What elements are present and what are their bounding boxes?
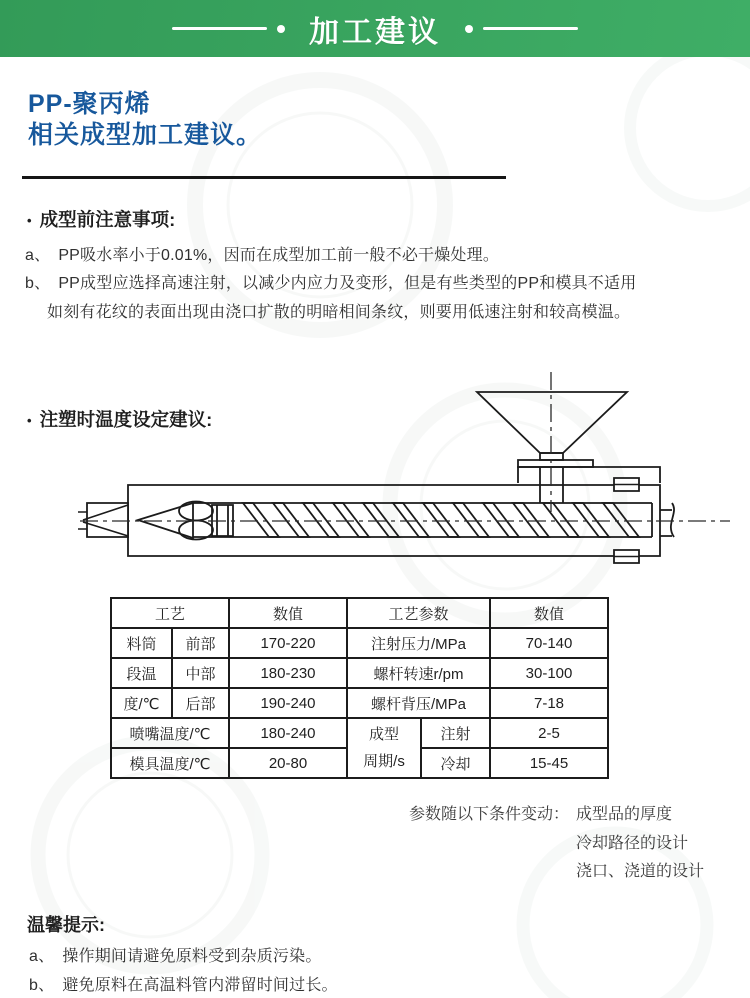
cell-nozzle-temp-value: 180-240 [229, 718, 347, 748]
conditions-intro: 参数随以下条件变动： [409, 806, 570, 823]
hopper-base-plate [518, 460, 593, 467]
doc-title-line2: 相关成型加工建议。 [28, 121, 263, 149]
table-row-middle [111, 658, 608, 688]
table-header-value-left: 数值 [229, 598, 347, 628]
cell-zone-middle: 中部 [172, 658, 229, 688]
banner-right-line [483, 27, 578, 30]
table-row-rear [111, 688, 608, 718]
condition-item: 成型品的厚度 [576, 806, 673, 823]
pre-molding-item-b-line1 [25, 270, 636, 293]
cell-param-speed-value: 30-100 [490, 658, 608, 688]
cell-mold-temp-value: 20-80 [229, 748, 347, 778]
bullet-icon: • [27, 212, 32, 228]
title-divider [22, 176, 506, 179]
cell-barrel-label-3: 度/℃ [111, 688, 172, 718]
pre-molding-item-b-line2: 如刻有花纹的表面出现由浇口扩散的明暗相间条纹，则要用低速注射和较高模温。 [47, 304, 631, 321]
tips-item-a-text: 操作期间请避免原料受到杂质污染。 [62, 948, 322, 965]
cell-phase-injection-value: 2-5 [490, 718, 608, 748]
cycle-label-line1: 成型 [368, 726, 399, 743]
screw-bore [193, 503, 652, 537]
cell-zone-front-value: 170-220 [229, 628, 347, 658]
cell-param-pressure: 注射压力/MPa [347, 628, 490, 658]
item-b-text-line1: PP成型应选择高速注射，以减少内应力及变形，但是有些类型的PP和模具不适用 [58, 275, 637, 292]
cycle-label-line2: 周期/s [363, 753, 405, 770]
cell-cycle-label [347, 718, 421, 778]
cell-nozzle-temp-label: 喷嘴温度/℃ [111, 718, 229, 748]
tips-item-a [29, 943, 322, 966]
injection-machine-diagram [75, 368, 740, 600]
hopper-funnel [477, 392, 627, 453]
shaft-break-line [671, 503, 674, 537]
cell-phase-cooling: 冷却 [421, 748, 490, 778]
tips-item-a-label: a、 [29, 948, 55, 965]
cell-param-pressure-value: 70-140 [490, 628, 608, 658]
cell-zone-rear: 后部 [172, 688, 229, 718]
cell-param-backpressure-value: 7-18 [490, 688, 608, 718]
tips-item-b [29, 972, 338, 995]
cell-phase-cooling-value: 15-45 [490, 748, 608, 778]
table-row-front [111, 628, 608, 658]
hopper-collar [540, 453, 563, 460]
cell-param-backpressure: 螺杆背压/MPa [347, 688, 490, 718]
doc-title-line1: PP-聚丙烯 [28, 90, 151, 118]
temp-section-heading-text: 注塑时温度设定建议: [39, 409, 213, 430]
process-table [110, 597, 609, 779]
banner-right-dot [465, 25, 473, 33]
item-b-label: b、 [25, 275, 51, 292]
condition-item: 冷却路径的设计 [576, 834, 689, 852]
nozzle-body [87, 503, 128, 537]
cell-zone-middle-value: 180-230 [229, 658, 347, 688]
tips-heading: 温馨提示: [27, 915, 105, 935]
table-header-value-right: 数值 [490, 598, 608, 628]
item-a-label: a、 [25, 247, 51, 264]
item-a-text: PP吸水率小于0.01%，因而在成型加工前一般不必干燥处理。 [58, 247, 500, 264]
cell-param-speed: 螺杆转速r/pm [347, 658, 490, 688]
conditions-list [576, 801, 704, 887]
header-banner [0, 0, 750, 57]
table-row-nozzle [111, 718, 608, 748]
table-header-process: 工艺 [111, 598, 229, 628]
screw-flights [243, 503, 639, 537]
banner-left-line [172, 27, 267, 30]
cell-mold-temp-label: 模具温度/℃ [111, 748, 229, 778]
pre-molding-heading [27, 206, 175, 232]
check-ring-upper [179, 502, 213, 521]
bullet-icon: • [27, 412, 32, 428]
doc-title [28, 89, 262, 151]
pre-molding-item-a [25, 242, 499, 265]
banner-left-dot [277, 25, 285, 33]
cell-zone-rear-value: 190-240 [229, 688, 347, 718]
condition-item: 浇口、浇道的设计 [576, 863, 705, 880]
pre-molding-heading-text: 成型前注意事项: [39, 209, 176, 230]
cell-zone-front: 前部 [172, 628, 229, 658]
cell-barrel-label-1: 料筒 [111, 628, 172, 658]
cell-phase-injection: 注射 [421, 718, 490, 748]
table-header-row [111, 598, 608, 628]
drive-shaft [660, 510, 672, 536]
banner-title: 加工建议 [309, 15, 441, 49]
table-header-params: 工艺参数 [347, 598, 490, 628]
tips-item-b-text: 避免原料在高温料管内滞留时间过长。 [62, 977, 338, 994]
tips-item-b-label: b、 [29, 977, 55, 994]
cell-barrel-label-2: 段温 [111, 658, 172, 688]
